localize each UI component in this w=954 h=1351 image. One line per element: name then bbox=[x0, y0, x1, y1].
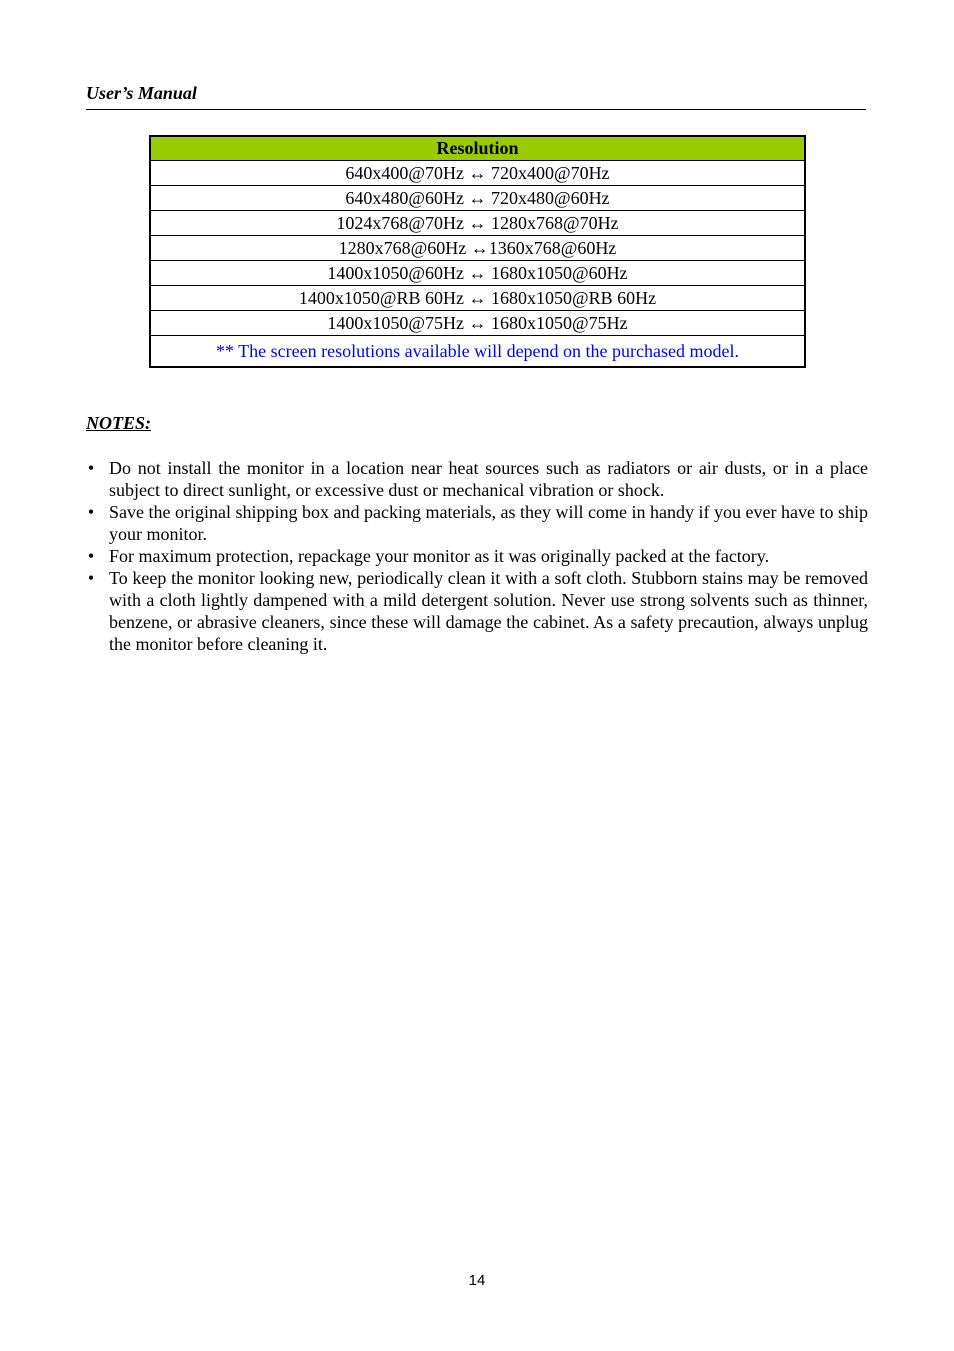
table-cell: 1280x768@60Hz ↔1360x768@60Hz bbox=[150, 236, 805, 261]
bullet-icon: • bbox=[87, 546, 95, 566]
bullet-icon: • bbox=[87, 502, 95, 522]
notes-heading: NOTES: bbox=[86, 413, 152, 433]
page-header bbox=[86, 82, 866, 110]
bullet-icon: • bbox=[87, 568, 95, 588]
resolution-table bbox=[149, 135, 806, 368]
table-row bbox=[150, 186, 805, 211]
table-row bbox=[150, 286, 805, 311]
list-item-text: To keep the monitor looking new, periodically clean it with a soft cloth. Stubborn stains may be removed with a cloth lightly dampened with a mild detergent solution. Never use strong solvents such as thinner, benzene, or abrasive cleaners, since these will damage the cabinet. As a safety precaution, always unplug the monitor before cleaning it. bbox=[109, 568, 868, 654]
table-cell: 640x400@70Hz ↔ 720x400@70Hz bbox=[150, 161, 805, 186]
table-row bbox=[150, 311, 805, 336]
bullet-icon: • bbox=[87, 458, 95, 478]
list-item-text: For maximum protection, repackage your monitor as it was originally packed at the factory. bbox=[109, 546, 770, 566]
list-item-text: Do not install the monitor in a location near heat sources such as radiators or air dusts, or in a place subject to direct sunlight, or excessive dust or mechanical vibration or shock. bbox=[109, 458, 868, 500]
page-header-title: User’s Manual bbox=[86, 83, 197, 103]
table-row bbox=[150, 211, 805, 236]
table-header-row bbox=[150, 136, 805, 161]
list-item-text: Save the original shipping box and packing materials, as they will come in handy if you ever have to ship your monitor. bbox=[109, 502, 868, 544]
list-item bbox=[86, 457, 868, 501]
table-row bbox=[150, 261, 805, 286]
table-cell: 1024x768@70Hz ↔ 1280x768@70Hz bbox=[150, 211, 805, 236]
table-header-resolution: Resolution bbox=[150, 136, 805, 161]
table-note-row bbox=[150, 336, 805, 368]
list-item bbox=[86, 501, 868, 545]
notes-list bbox=[86, 457, 868, 655]
table-cell: 640x480@60Hz ↔ 720x480@60Hz bbox=[150, 186, 805, 211]
table-cell: 1400x1050@60Hz ↔ 1680x1050@60Hz bbox=[150, 261, 805, 286]
table-row bbox=[150, 236, 805, 261]
table-row bbox=[150, 161, 805, 186]
list-item bbox=[86, 545, 868, 567]
table-note: ** The screen resolutions available will depend on the purchased model. bbox=[150, 336, 805, 368]
page-number: 14 bbox=[468, 1272, 486, 1289]
table-cell: 1400x1050@RB 60Hz ↔ 1680x1050@RB 60Hz bbox=[150, 286, 805, 311]
list-item bbox=[86, 567, 868, 655]
table-cell: 1400x1050@75Hz ↔ 1680x1050@75Hz bbox=[150, 311, 805, 336]
